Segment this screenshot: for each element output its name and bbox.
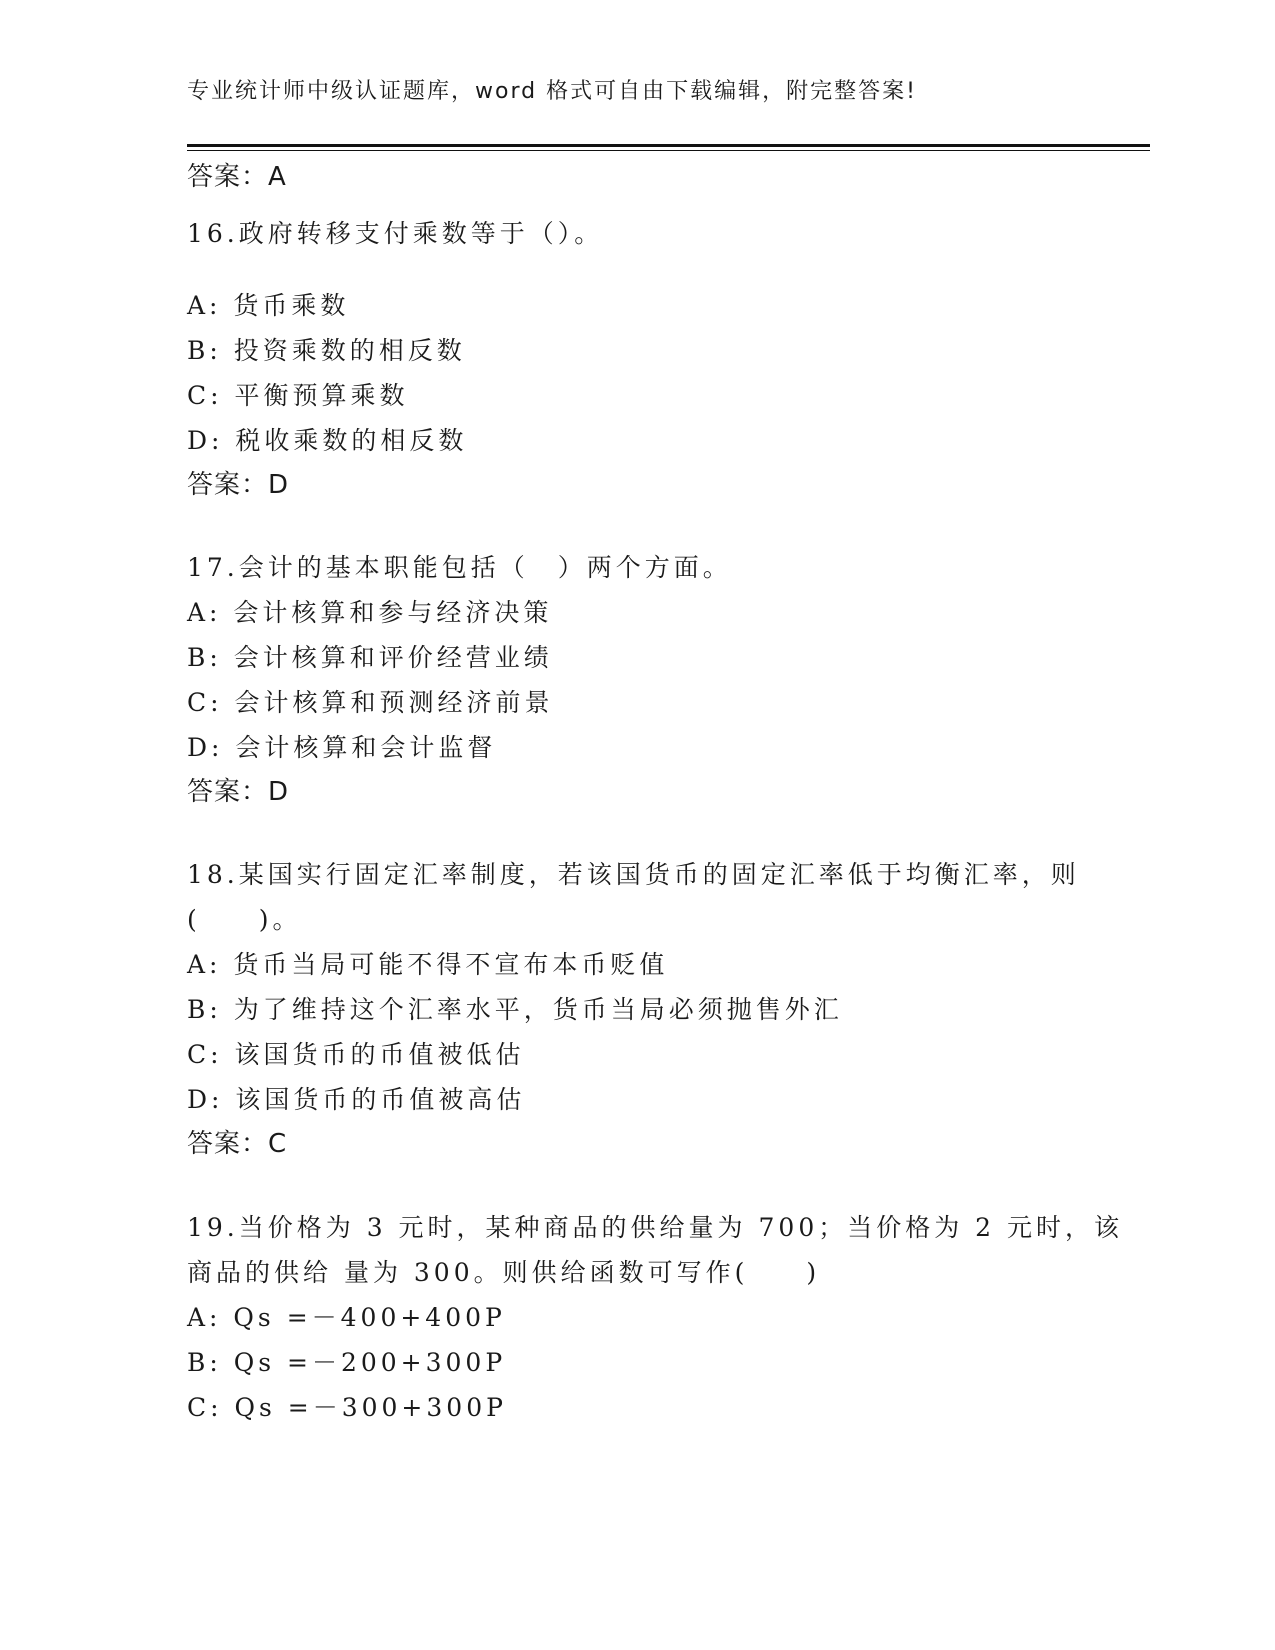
question-18-option-a: A: 货币当局可能不得不宣布本币贬值 [187, 950, 669, 979]
question-16-stem: 16.政府转移支付乘数等于（）。 [187, 219, 604, 248]
question-19-stem-line-1: 19.当价格为 3 元时，某种商品的供给量为 700；当价格为 2 元时，该 [187, 1213, 1124, 1242]
header-rule-thick [187, 144, 1150, 147]
question-17-option-b: B: 会计核算和评价经营业绩 [187, 643, 553, 672]
question-16-option-b: B: 投资乘数的相反数 [187, 336, 466, 365]
question-18-option-b: B: 为了维持这个汇率水平，货币当局必须抛售外汇 [187, 995, 843, 1024]
question-18-option-c: C: 该国货币的币值被低估 [187, 1040, 525, 1069]
question-18-option-d: D: 该国货币的币值被高估 [187, 1085, 526, 1114]
question-18-answer: 答案：C [187, 1129, 288, 1159]
question-16-option-d: D: 税收乘数的相反数 [187, 426, 468, 455]
answer-previous: 答案：A [187, 162, 287, 192]
question-18-stem-line-2: ( )。 [187, 905, 302, 934]
question-18-stem-line-1: 18.某国实行固定汇率制度，若该国货币的固定汇率低于均衡汇率，则 [187, 860, 1080, 889]
question-16-option-c: C: 平衡预算乘数 [187, 381, 409, 410]
question-17-answer: 答案：D [187, 777, 290, 807]
question-17-stem: 17.会计的基本职能包括（ ）两个方面。 [187, 553, 732, 582]
question-19-stem-line-2: 商品的供给 量为 300。则供给函数可写作( ) [187, 1258, 821, 1287]
question-19-option-a: A: Qs =－400+400P [187, 1303, 506, 1332]
question-17-option-c: C: 会计核算和预测经济前景 [187, 688, 554, 717]
header-rule-thin [187, 150, 1150, 151]
question-17-option-a: A: 会计核算和参与经济决策 [187, 598, 553, 627]
question-16-option-a: A: 货币乘数 [187, 291, 350, 320]
page-header: 专业统计师中级认证题库，word 格式可自由下载编辑，附完整答案! [187, 79, 917, 104]
question-19-option-b: B: Qs =－200+300P [187, 1348, 507, 1377]
question-19-option-c: C: Qs =－300+300P [187, 1393, 507, 1422]
question-17-option-d: D: 会计核算和会计监督 [187, 733, 497, 762]
question-16-answer: 答案：D [187, 470, 290, 500]
